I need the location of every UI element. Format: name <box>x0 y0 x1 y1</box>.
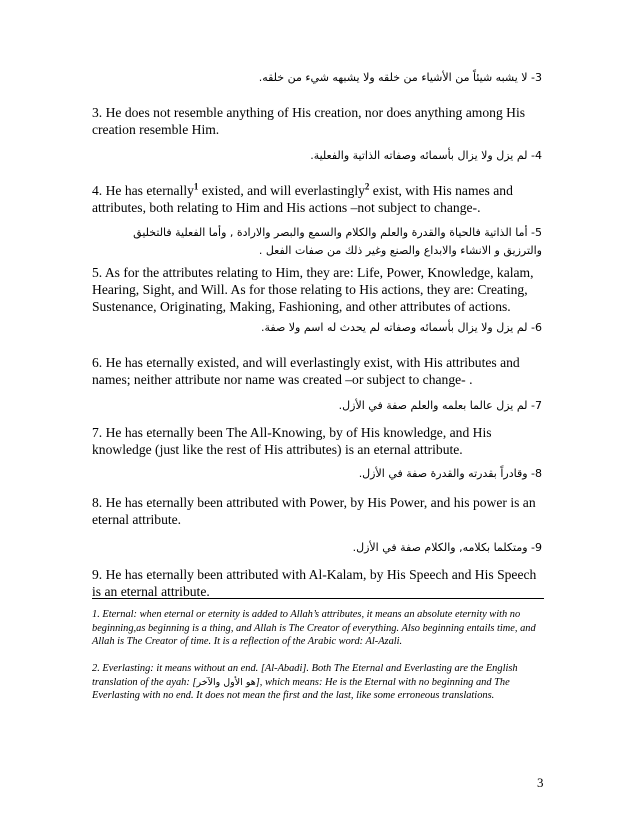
arabic-text-4: 4- لم يزل ولا يزال بأسمائه وصفاته الذاتية والفعلية. <box>310 149 542 162</box>
footnote-separator <box>92 598 544 599</box>
english-text-5: 5. As for the attributes relating to Him, they are: Life, Power, Knowledge, kalam, Hearing, Sight, and Will. As for those relating to His actions, they are: Creating, Sustenance, Originating, Making, Fashioning, and other attributes of actions. <box>92 265 534 314</box>
arabic-text-7: 7- لم يزل عالما بعلمه والعلم صفة في الأزل. <box>338 399 542 412</box>
english-text-7: 7. He has eternally been The All-Knowing, by of His knowledge, and His knowledge (just like the rest of His attributes) is an eternal attribute. <box>92 425 492 457</box>
english-text-3: 3. He does not resemble anything of His creation, nor does anything among His creation resemble Him. <box>92 105 526 137</box>
arabic-text-8: 8- وقادراً بقدرته والقدرة صفة في الأزل. <box>358 467 542 480</box>
english-text-4-part-a: 4. He has eternally <box>92 183 194 198</box>
footnote-1: 1. Eternal: when eternal or eternity is added to Allah’s attributes, it means an absolute eternity with no beginning,as beginning is a thing, and Allah is The Creator of everything. Also beginning entails time, and Allah is The Creator of time. It is a reflection of the Arabic word: Al-Azali. <box>92 609 536 647</box>
arabic-text-3: 3- لا يشبه شيئاً من الأشياء من خلقه ولا يشبهه شيء من خلقه. <box>258 71 542 84</box>
english-text-4 <box>92 182 547 216</box>
page-number: 3 <box>537 775 544 790</box>
english-text-4-part-b: existed, and will everlastingly <box>198 183 365 198</box>
footnote-2 <box>92 662 554 703</box>
footnote-ref-1: 1 <box>193 181 199 192</box>
arabic-text-9: 9- ومتكلما بكلامه, والكلام صفة في الأزل. <box>352 541 542 554</box>
footnote-2-part-b: ], which means: He is the Eternal with no beginning and The Everlasting with no end. It does not mean the first and the last, like some erroneous translations. <box>92 676 510 701</box>
english-text-6: 6. He has eternally existed, and will everlastingly exist, with His attributes and names; neither attribute nor name was created –or subject to change- . <box>92 355 520 387</box>
arabic-text-6: 6- لم يزل ولا يزال بأسمائه وصفاته لم يحدث له اسم ولا صفة. <box>260 321 542 334</box>
english-text-8: 8. He has eternally been attributed with Power, by His Power, and his power is an eternal attribute. <box>92 495 536 527</box>
english-text-4-part-c: exist, with His names and attributes, both relating to Him and His actions –not subject to change-. <box>92 183 513 215</box>
footnote-2-arabic: هو الأول والآخر <box>196 676 256 688</box>
english-text-9: 9. He has eternally been attributed with Al-Kalam, by His Speech and His Speech is an eternal attribute. <box>92 567 537 599</box>
arabic-text-5: 5- أما الذاتية فالحياة والقدرة والعلم والكلام والسمع والبصر والارادة , وأما الفعلية فالتخليق والترزيق و الانشاء والابداع والصنع وغير ذلك من صفات الفعل . <box>133 226 542 257</box>
footnote-2-part-a: 2. Everlasting: it means without an end. [Al-Abadi]. Both The Eternal and Everlasting are the English translation of the ayah: [ <box>92 663 518 688</box>
footnote-ref-2: 2 <box>364 181 370 192</box>
